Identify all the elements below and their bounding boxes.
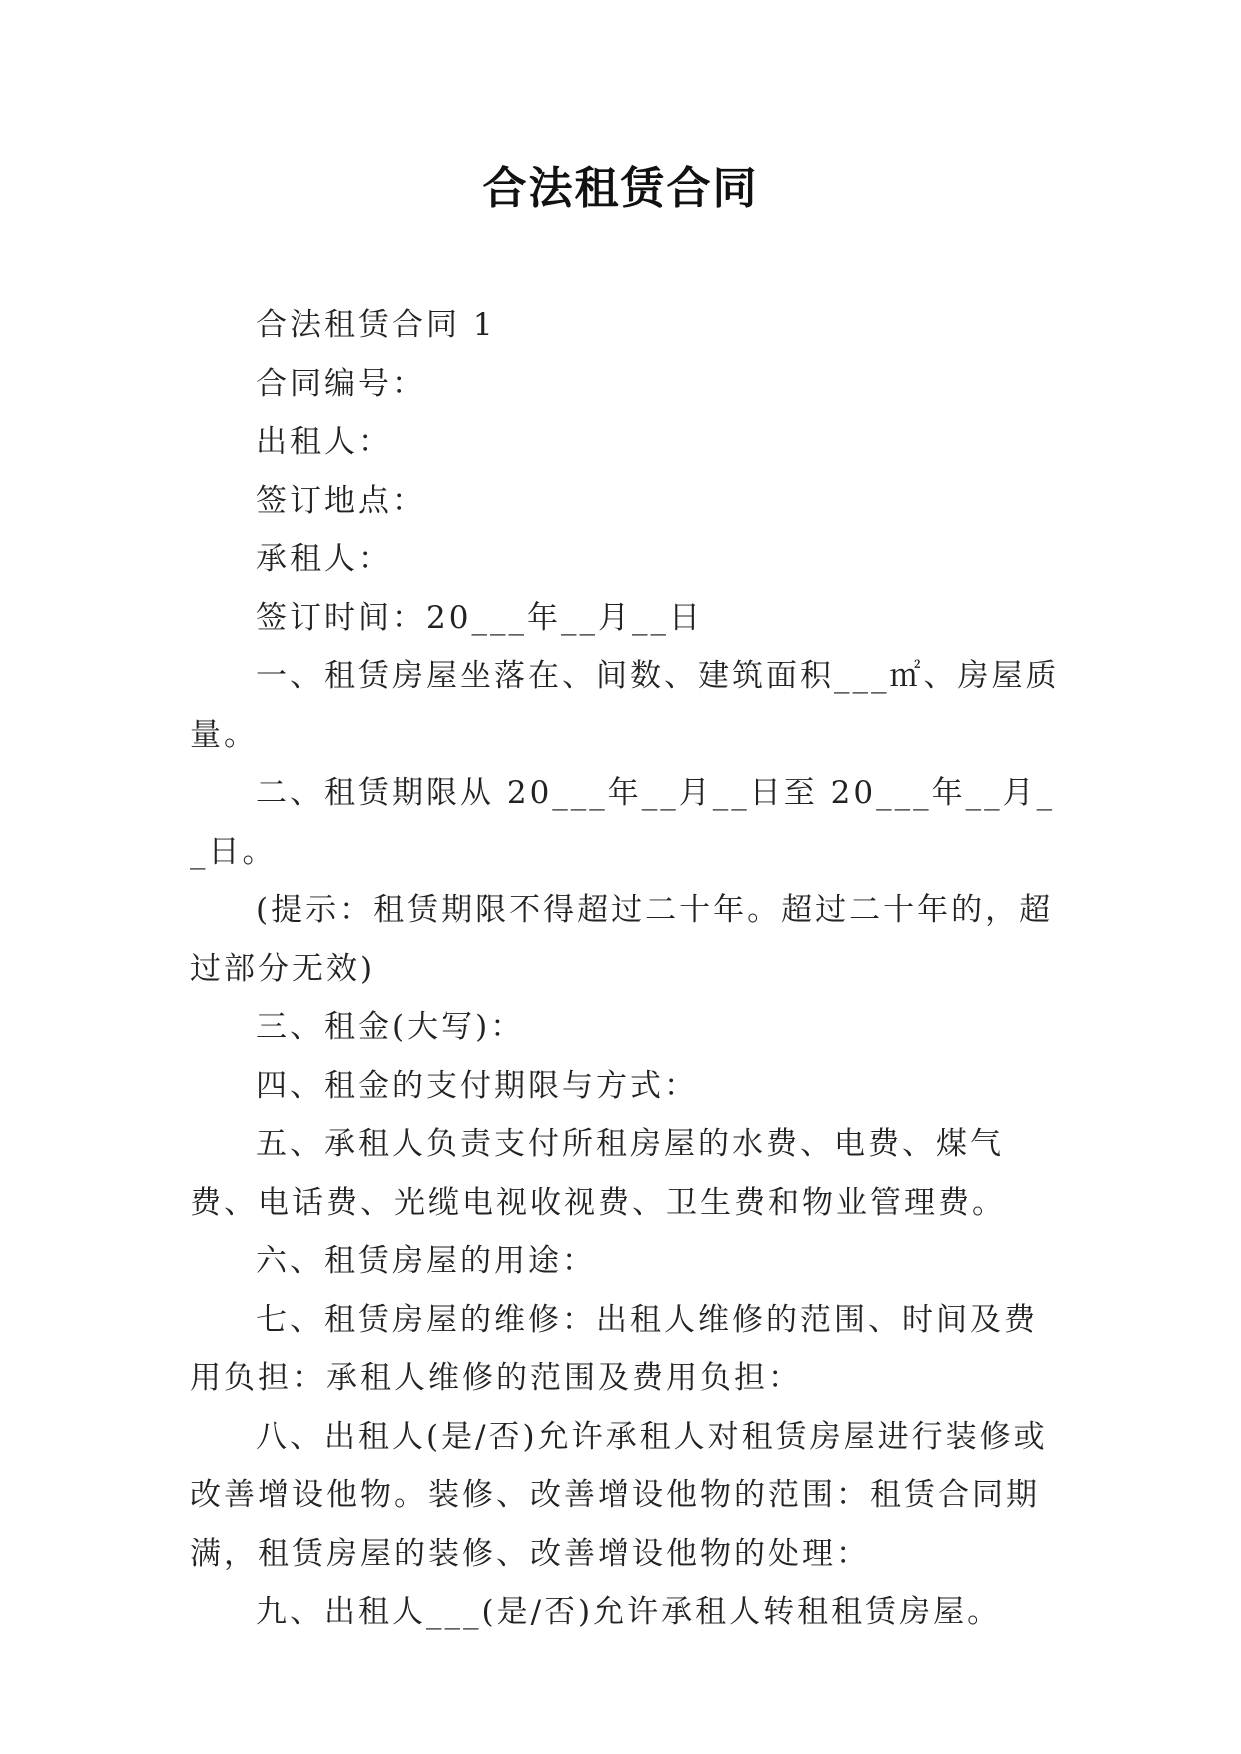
clause-7: 七、租赁房屋的维修：出租人维修的范围、时间及费用负担：承租人维修的范围及费用负担： <box>190 1301 1038 1396</box>
document-title: 合法租赁合同 <box>482 163 759 214</box>
signing-time-field: 签订时间：20___年__月__日 <box>256 599 703 636</box>
signing-place-field: 签订地点： <box>256 482 426 519</box>
clause-2-note: (提示：租赁期限不得超过二十年。超过二十年的，超过部分无效) <box>190 892 1054 987</box>
clause-3: 三、租金(大写)： <box>256 1009 525 1045</box>
clause-2: 二、租赁期限从 20___年__月__日至 20___年__月__日。 <box>190 775 1056 870</box>
lessor-field: 出租人： <box>256 424 392 460</box>
clause-6: 六、租赁房屋的用途： <box>256 1243 596 1279</box>
lessee-field: 承租人： <box>256 541 392 577</box>
clause-4: 四、租金的支付期限与方式： <box>256 1067 698 1104</box>
clause-9: 九、出租人___(是/否)允许承租人转租租赁房屋。 <box>256 1594 1002 1630</box>
clause-1: 一、租赁房屋坐落在、间数、建筑面积___㎡、房屋质量。 <box>190 658 1060 753</box>
document-body <box>190 296 1060 1642</box>
contract-heading: 合法租赁合同 1 <box>256 307 496 343</box>
contract-number-field: 合同编号： <box>256 365 426 402</box>
clause-8: 八、出租人(是/否)允许承租人对租赁房屋进行装修或改善增设他物。装修、改善增设他物的范围：租赁合同期满，租赁房屋的装修、改善增设他物的处理： <box>190 1418 1048 1572</box>
clause-5: 五、承租人负责支付所租房屋的水费、电费、煤气费、电话费、光缆电视收视费、卫生费和物业管理费。 <box>190 1126 1006 1221</box>
